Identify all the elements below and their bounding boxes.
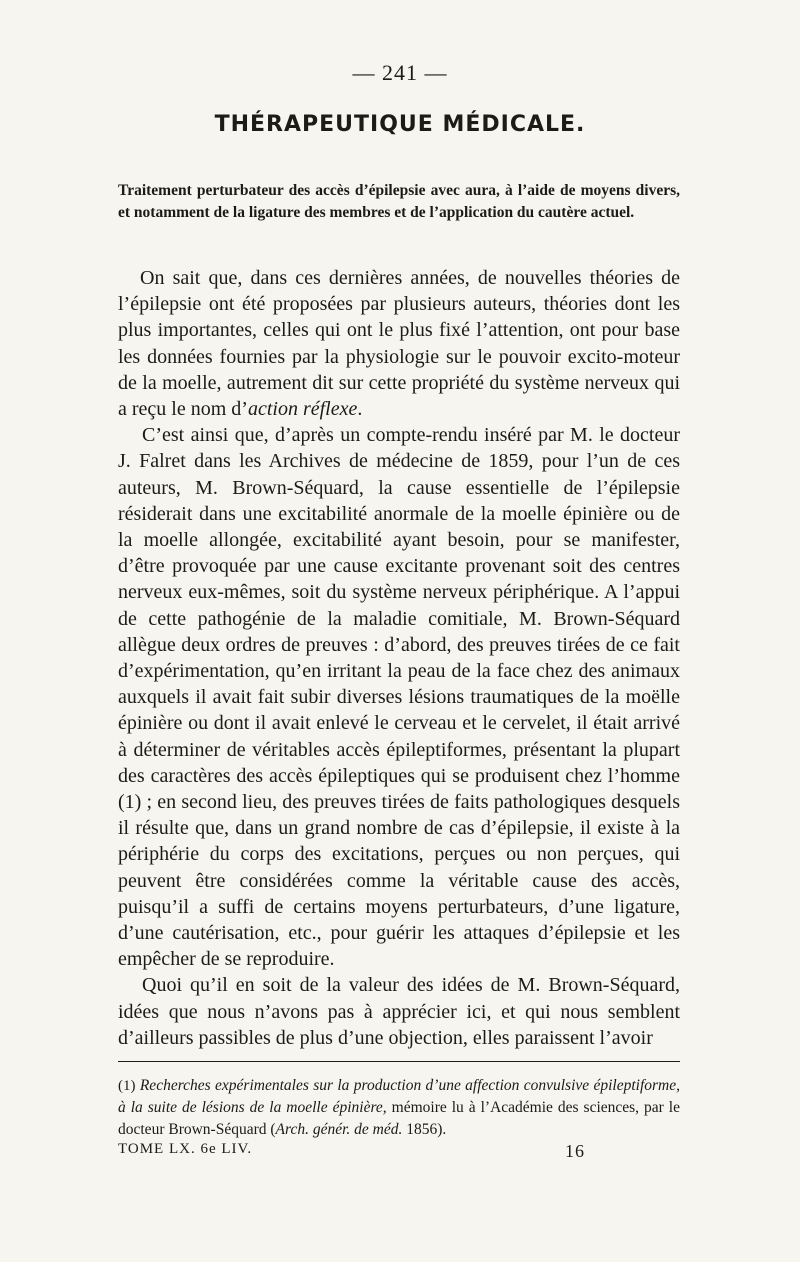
paragraph-2: C’est ainsi que, d’après un compte-rendu inséré par M. le docteur J. Falret dans les Archives de médecine de 1859, pour l’un de ces auteurs, M. Brown-Séquard, la cause essentielle de l’épilepsie résiderait dans une excitabilité anormale de la moelle épinière ou de la moelle allongée, excitabilité ayant besoin, pour se manifester, d’être provoquée par une cause excitante provenant soit des centres nerveux eux-mêmes, soit du système nerveux périphérique. A l’appui de cette pathogénie de la maladie comitiale, M. Brown-Séquard allègue deux ordres de preuves : d’abord, des preuves tirées de ce fait d’expérimentation, qu’en irritant la peau de la face chez des animaux auxquels il avait fait subir diverses lésions traumatiques de la moëlle épinière ou dont il avait enlevé le cerveau et le cervelet, il était arrivé à déterminer de véritables accès épileptiformes, présentant la plupart des caractères des accès épileptiques qui se produisent chez l’homme (1) ; en second lieu, des preuves tirées de faits pathologiques desquels il résulte que, dans un grand nombre de cas d’épilepsie, il existe à la périphérie du corps des excitations, perçues ou non perçues, qui peuvent être considérées comme la véritable cause des accès, puisqu’il a suffi de certains moyens perturbateurs, d’une ligature, d’une cautérisation, etc., pour guérir les attaques d’épilepsie et les empêcher de se reproduire. [118, 424, 680, 971]
footnote-marker: (1) [118, 1078, 136, 1094]
footnote-italic-title: Recherches expérimentales sur la production d’une affection convulsive épileptiforme, à la suite de lésions de la moelle épinière, [118, 1077, 680, 1116]
signature-line [118, 1141, 680, 1161]
paragraph-1-text: On sait que, dans ces dernières années, de nouvelles théories de l’épilepsie ont été proposées par plusieurs auteurs, théories dont les plus importantes, celles qui ont le plus fixé l’attention, ont pour base les données fournies par la physiologie sur le pouvoir excito-moteur de la moelle, autrement dit sur cette propriété du système nerveux qui a reçu le nom d’ [118, 267, 680, 421]
signature-mark: 16 [565, 1141, 585, 1161]
body-text [118, 265, 680, 1051]
paragraph-1-end: . [357, 398, 363, 421]
paragraph-1 [118, 265, 680, 422]
signature-volume: TOME LX. 6e LIV. [118, 1141, 253, 1157]
footnote-text-mid: mémoire lu à l’Académie des sciences, par le docteur Brown-Séquard ( [118, 1099, 680, 1138]
footnote-text-end: 1856). [402, 1121, 447, 1138]
section-title: THÉRAPEUTIQUE MÉDICALE. [214, 112, 586, 137]
page-number: — 241 — [352, 60, 448, 85]
footnote-divider [118, 1061, 680, 1062]
paragraph-1-italic: action réflexe [247, 398, 358, 421]
article-heading: Traitement perturbateur des accès d’épilepsie avec aura, à l’aide de moyens divers, et notamment de la ligature des membres et de l’application du cautère actuel. [118, 182, 680, 221]
paragraph-3: Quoi qu’il en soit de la valeur des idées de M. Brown-Séquard, idées que nous n’avons pas à apprécier ici, et qui nous semblent d’ailleurs passibles de plus d’une objection, elles paraissent l’avoir [118, 974, 680, 1049]
footnote-italic-ref: Arch. génér. de méd. [275, 1121, 403, 1138]
footnote [118, 1075, 680, 1141]
